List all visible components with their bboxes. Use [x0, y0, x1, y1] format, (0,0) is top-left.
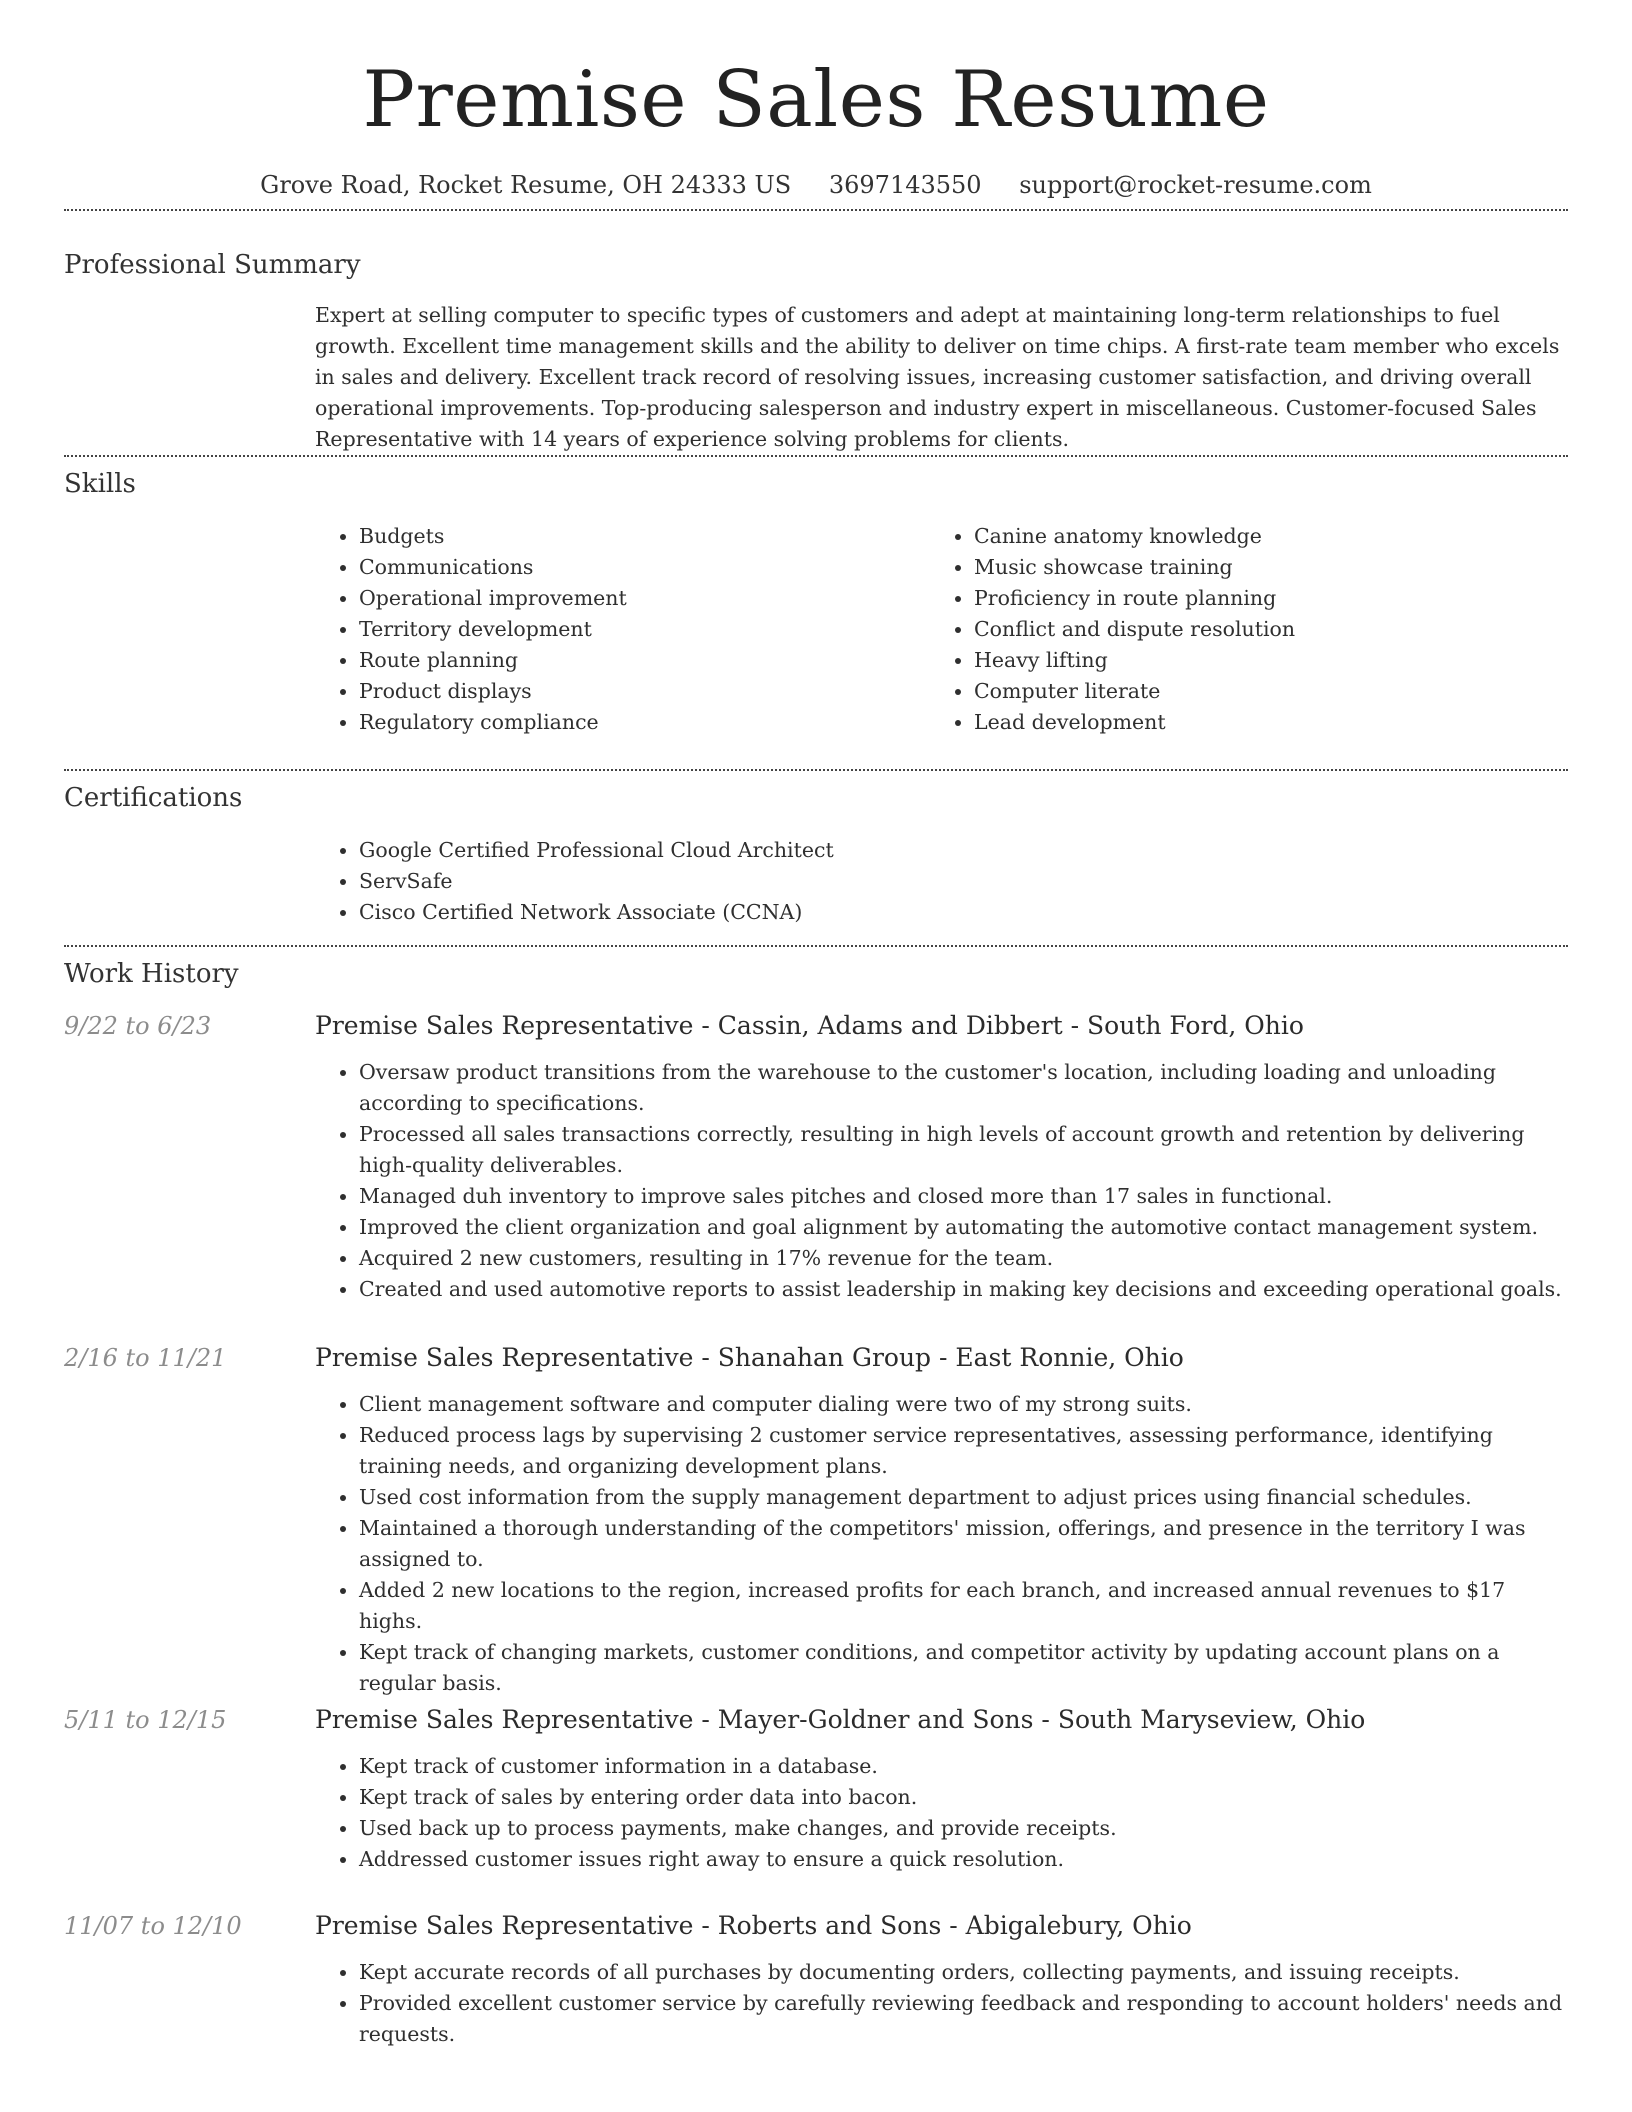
contact-phone: 3697143550: [828, 171, 982, 199]
skills-column-left: [315, 521, 930, 769]
job-bullet: • Oversaw product transitions from the warehouse to the customer's location, including loading and unloading according to specifications.: [359, 1057, 1568, 1119]
skills-list: [315, 521, 1568, 769]
skill-item: • Operational improvement: [359, 583, 930, 614]
section-title-skills: Skills: [64, 469, 136, 499]
job-title: Premise Sales Representative - Shanahan Group - East Ronnie, Ohio: [315, 1343, 1184, 1372]
job-bullet: • Provided excellent customer service by carefully reviewing feedback and responding to account holders' needs and requests.: [359, 1988, 1568, 2050]
job-bullet: • Added 2 new locations to the region, increased profits for each branch, and increased annual revenues to $17 highs.: [359, 1575, 1568, 1637]
job-bullets: [315, 1389, 1568, 1699]
certification-item: • ServSafe: [359, 866, 1568, 897]
skill-item: • Computer literate: [974, 676, 1545, 707]
job-bullet: • Used back up to process payments, make changes, and provide receipts.: [359, 1813, 1568, 1844]
skill-item: • Budgets: [359, 521, 930, 552]
skill-item: • Product displays: [359, 676, 930, 707]
skill-item: • Territory development: [359, 614, 930, 645]
job-title: Premise Sales Representative - Roberts and Sons - Abigalebury, Ohio: [315, 1911, 1192, 1940]
job-entry: [64, 1705, 1568, 1911]
section-title-summary: Professional Summary: [64, 250, 361, 280]
job-bullet: • Used cost information from the supply management department to adjust prices using financial schedules.: [359, 1482, 1568, 1513]
skill-item: • Music showcase training: [974, 552, 1545, 583]
job-entry: [64, 1011, 1568, 1343]
work-history-section: [64, 947, 1568, 2050]
job-bullets: [315, 1057, 1568, 1305]
resume-page: [64, 0, 1568, 2050]
skill-item: • Conflict and dispute resolution: [974, 614, 1545, 645]
job-bullet: • Kept accurate records of all purchases by documenting orders, collecting payments, and issuing receipts.: [359, 1957, 1568, 1988]
contact-email: support@rocket-resume.com: [1019, 171, 1372, 199]
skill-item: • Proficiency in route planning: [974, 583, 1545, 614]
certification-item: • Cisco Certified Network Associate (CCNA): [359, 897, 1568, 928]
certifications-list: [315, 835, 1568, 945]
job-bullet: • Reduced process lags by supervising 2 customer service representatives, assessing performance, identifying training needs, and organizing development plans.: [359, 1420, 1568, 1482]
certification-item: • Google Certified Professional Cloud Architect: [359, 835, 1568, 866]
job-bullet: • Kept track of changing markets, customer conditions, and competitor activity by updating account plans on a regular basis.: [359, 1637, 1568, 1699]
job-entry: [64, 1343, 1568, 1705]
skill-item: • Canine anatomy knowledge: [974, 521, 1545, 552]
skill-item: • Heavy lifting: [974, 645, 1545, 676]
job-bullet: • Managed duh inventory to improve sales pitches and closed more than 17 sales in functional.: [359, 1181, 1568, 1212]
section-title-work-history: Work History: [64, 959, 239, 989]
job-bullet: • Kept track of customer information in a database.: [359, 1751, 1568, 1782]
skill-item: • Route planning: [359, 645, 930, 676]
contact-address: Grove Road, Rocket Resume, OH 24333 US: [260, 171, 792, 199]
skill-item: • Communications: [359, 552, 930, 583]
job-bullet: • Acquired 2 new customers, resulting in 17% revenue for the team.: [359, 1243, 1568, 1274]
skills-column-right: [930, 521, 1545, 769]
job-entry: [64, 1911, 1568, 2050]
job-bullet: • Client management software and computer dialing were two of my strong suits.: [359, 1389, 1568, 1420]
job-bullets: [315, 1957, 1568, 2050]
job-bullet: • Created and used automotive reports to assist leadership in making key decisions and exceeding operational goals.: [359, 1274, 1568, 1305]
job-dates: 11/07 to 12/10: [64, 1912, 242, 1940]
job-bullets: [315, 1751, 1568, 1875]
job-bullet: • Improved the client organization and goal alignment by automating the automotive contact management system.: [359, 1212, 1568, 1243]
job-dates: 5/11 to 12/15: [64, 1706, 227, 1734]
job-dates: 2/16 to 11/21: [64, 1344, 227, 1372]
job-bullet: • Kept track of sales by entering order data into bacon.: [359, 1782, 1568, 1813]
certifications-section: [64, 771, 1568, 945]
job-title: Premise Sales Representative - Mayer-Goldner and Sons - South Maryseview, Ohio: [315, 1705, 1366, 1734]
job-dates: 9/22 to 6/23: [64, 1012, 212, 1040]
summary-section: [64, 211, 1568, 455]
job-bullet: • Processed all sales transactions correctly, resulting in high levels of account growth and retention by delivering high-quality deliverables.: [359, 1119, 1568, 1181]
skills-section: [64, 457, 1568, 769]
contact-line: [64, 152, 1568, 206]
skill-item: • Regulatory compliance: [359, 707, 930, 738]
skill-item: • Lead development: [974, 707, 1545, 738]
job-title: Premise Sales Representative - Cassin, Adams and Dibbert - South Ford, Ohio: [315, 1011, 1304, 1040]
job-bullet: • Addressed customer issues right away to ensure a quick resolution.: [359, 1844, 1568, 1875]
job-bullet: • Maintained a thorough understanding of the competitors' mission, offerings, and presence in the territory I was assigned to.: [359, 1513, 1568, 1575]
summary-text: Expert at selling computer to specific types of customers and adept at maintaining long-term relationships to fuel growth. Excellent time management skills and the ability to deliver on time chips. A first-rate team member who excels in sales and delivery. Excellent track record of resolving issues, increasing customer satisfaction, and driving overall operational improvements. Top-producing salesperson and industry expert in miscellaneous. Customer-focused Sales Representative with 14 years of experience solving problems for clients.: [315, 303, 1560, 451]
resume-title: Premise Sales Resume: [362, 55, 1270, 145]
section-title-certifications: Certifications: [64, 783, 243, 813]
